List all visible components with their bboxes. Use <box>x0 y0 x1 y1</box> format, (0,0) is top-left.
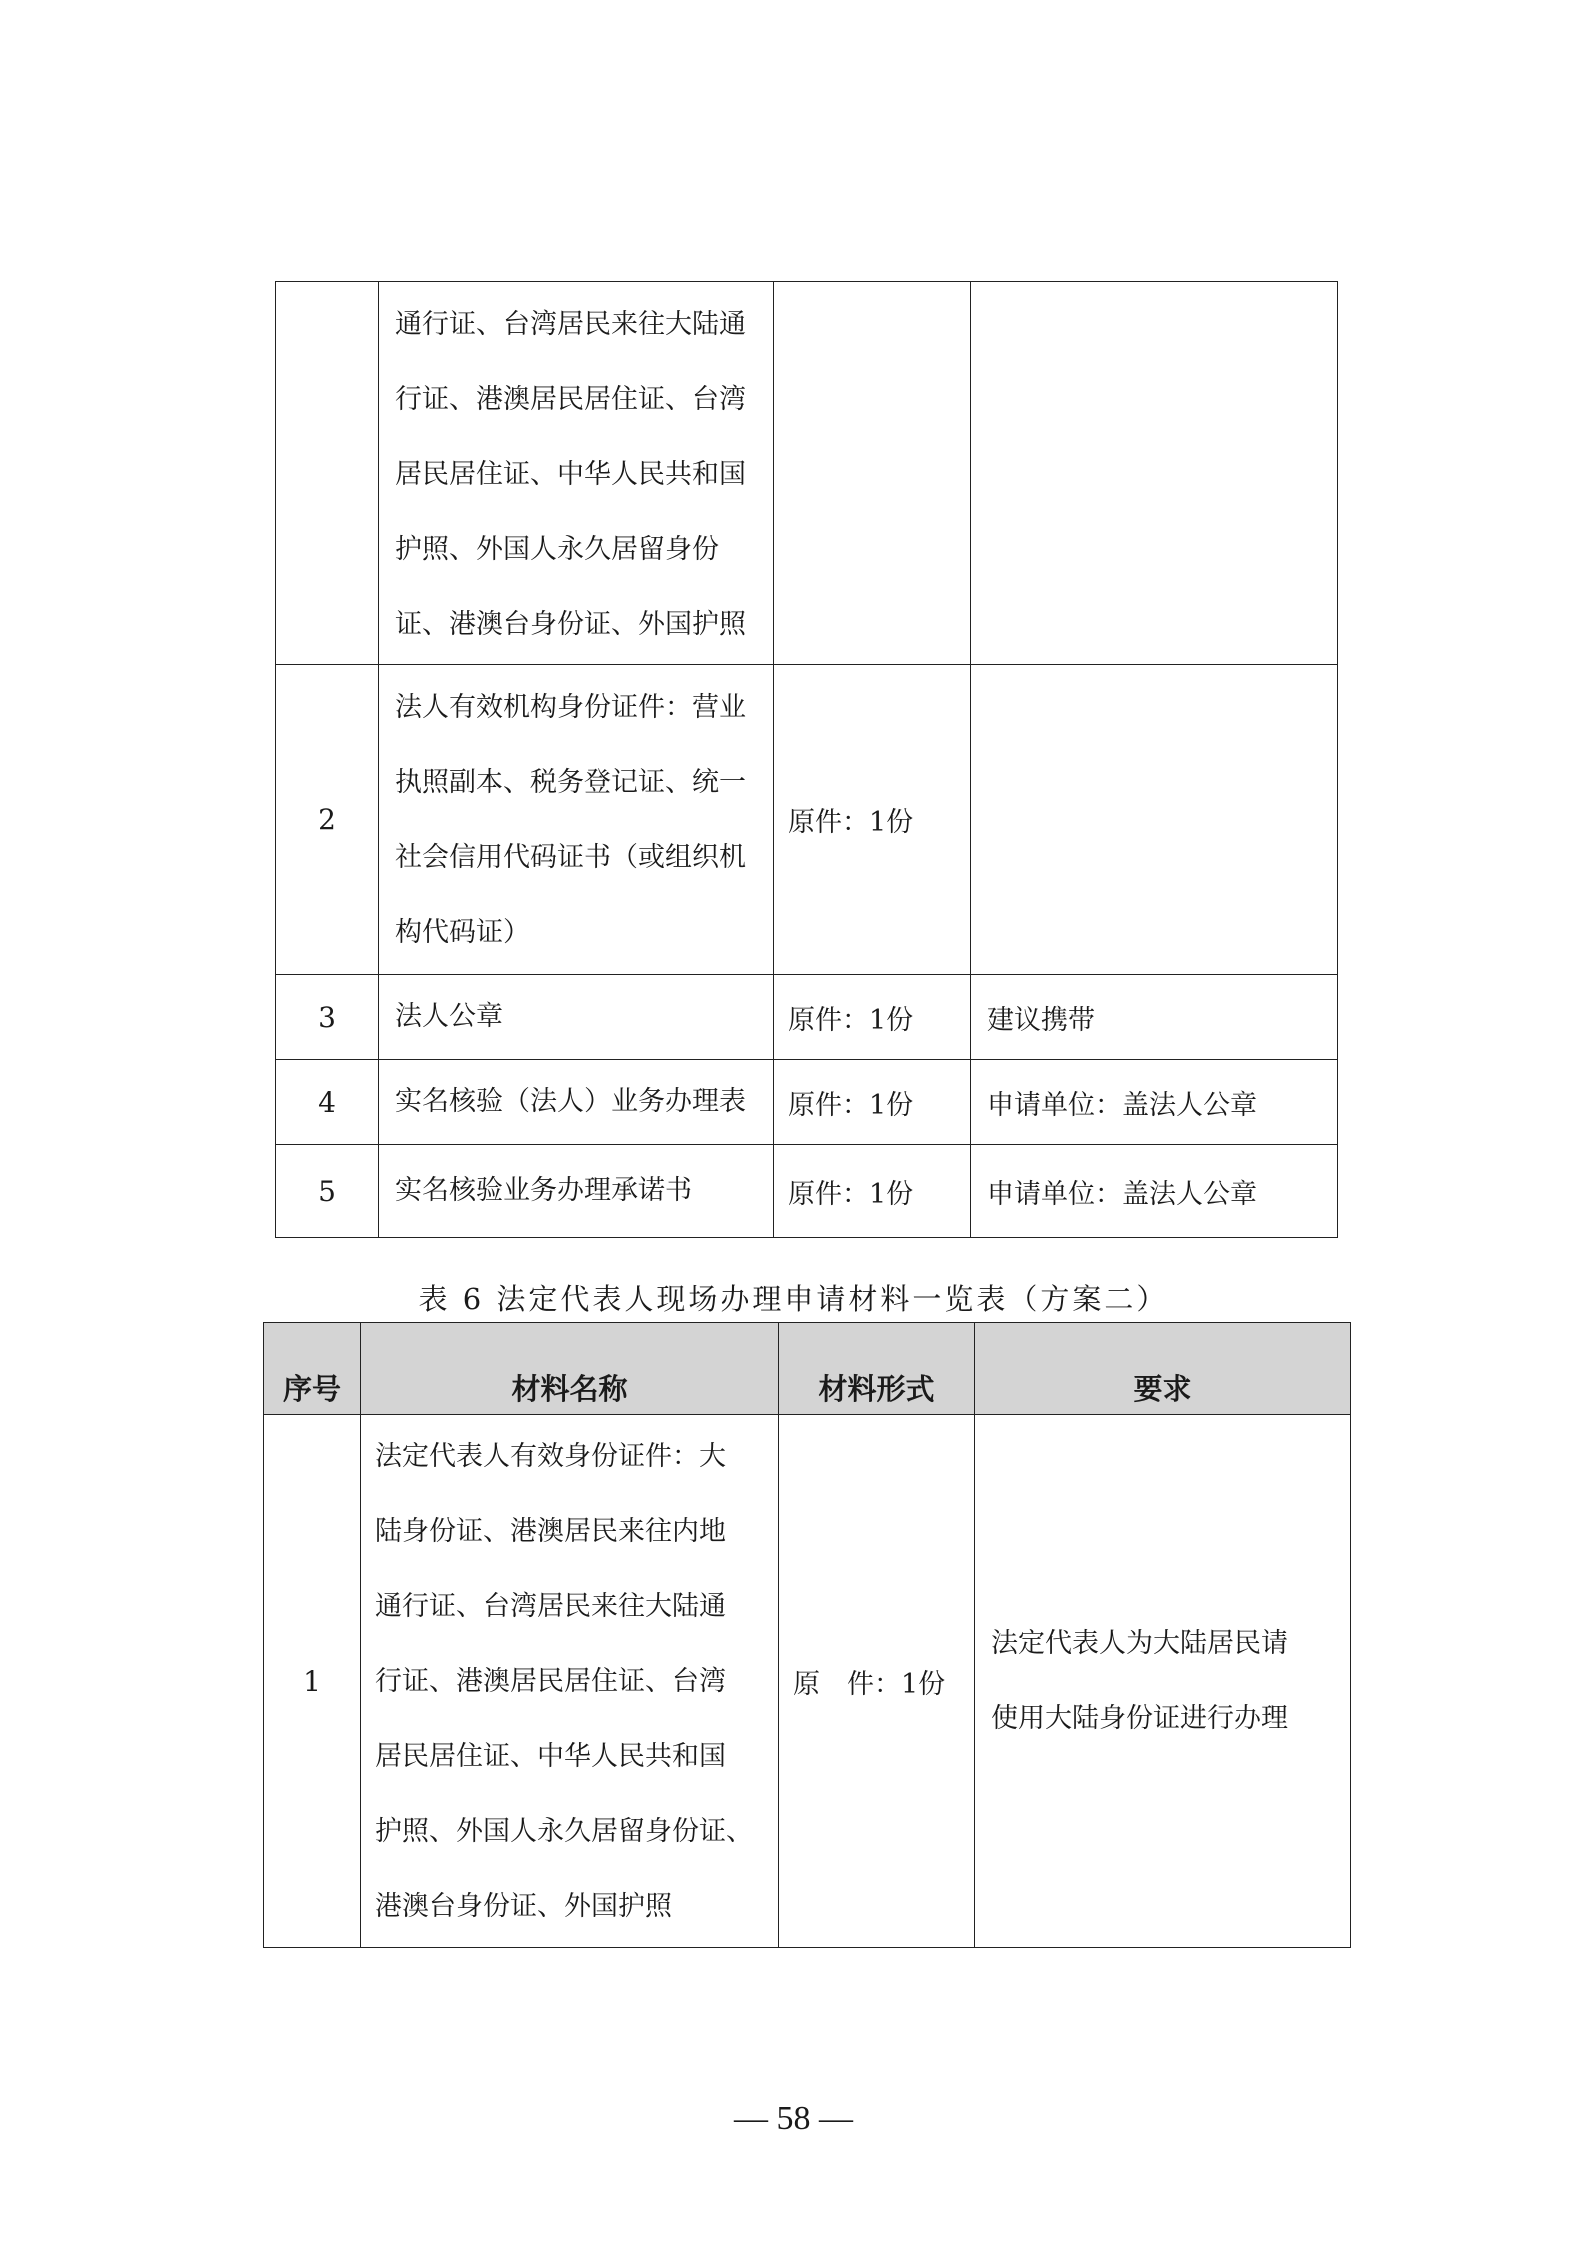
materials-table-continued <box>275 281 1338 1238</box>
material-name-line: 法人有效机构身份证件：营业 <box>395 691 746 723</box>
material-name-line: 港澳台身份证、外国护照 <box>375 1890 672 1922</box>
material-form: 原件：1份 <box>774 665 971 975</box>
materials-table <box>263 1322 1351 1948</box>
row-number: 4 <box>276 1060 379 1145</box>
header-requirement: 要求 <box>975 1323 1351 1415</box>
material-name-line: 行证、港澳居民居住证、台湾 <box>375 1665 726 1697</box>
material-form: 原 件：1份 <box>779 1415 975 1948</box>
material-name <box>379 282 774 665</box>
material-form: 原件：1份 <box>774 1060 971 1145</box>
material-requirement <box>971 665 1338 975</box>
requirement-line: 法定代表人为大陆居民请 <box>991 1628 1288 1659</box>
page-number: — 58 — <box>734 2100 853 2137</box>
material-name-line: 行证、港澳居民居住证、台湾 <box>395 384 746 415</box>
row-number: 2 <box>276 665 379 975</box>
material-name <box>379 1145 774 1238</box>
material-name-line: 通行证、台湾居民来往大陆通 <box>395 309 746 340</box>
row-number: 3 <box>276 975 379 1060</box>
material-name <box>361 1415 779 1948</box>
table-row <box>276 1060 1338 1145</box>
table-row <box>264 1415 1351 1948</box>
header-material-form: 材料形式 <box>779 1323 975 1415</box>
material-name <box>379 975 774 1060</box>
material-form: 原件：1份 <box>774 1145 971 1238</box>
material-name-line: 执照副本、税务登记证、统一 <box>395 766 746 798</box>
material-name-line: 实名核验业务办理承诺书 <box>395 1175 692 1206</box>
material-name-line: 护照、外国人永久居留身份证、 <box>375 1815 753 1847</box>
material-name <box>379 1060 774 1145</box>
material-name-line: 法人公章 <box>395 1001 503 1032</box>
material-requirement: 建议携带 <box>971 975 1338 1060</box>
table-caption: 表 6 法定代表人现场办理申请材料一览表（方案二） <box>418 1282 1169 1316</box>
material-form: 原件：1份 <box>774 975 971 1060</box>
table-header-row <box>264 1323 1351 1415</box>
material-name <box>379 665 774 975</box>
row-number <box>276 282 379 665</box>
material-form <box>774 282 971 665</box>
header-number: 序号 <box>264 1323 361 1415</box>
material-name-line: 陆身份证、港澳居民来往内地 <box>375 1515 726 1547</box>
material-requirement: 申请单位：盖法人公章 <box>971 1145 1338 1238</box>
material-name-line: 构代码证） <box>395 916 530 948</box>
table-row <box>276 282 1338 665</box>
table-row <box>276 975 1338 1060</box>
material-requirement <box>971 282 1338 665</box>
material-name-line: 通行证、台湾居民来往大陆通 <box>375 1590 726 1622</box>
material-name-line: 护照、外国人永久居留身份 <box>395 534 719 565</box>
table-row <box>276 1145 1338 1238</box>
material-requirement: 申请单位：盖法人公章 <box>971 1060 1338 1145</box>
header-material-name: 材料名称 <box>361 1323 779 1415</box>
material-requirement <box>975 1415 1351 1948</box>
material-name-line: 居民居住证、中华人民共和国 <box>395 459 746 490</box>
row-number: 5 <box>276 1145 379 1238</box>
row-number: 1 <box>264 1415 361 1948</box>
material-name-line: 实名核验（法人）业务办理表 <box>395 1086 746 1117</box>
material-name-line: 社会信用代码证书（或组织机 <box>395 841 746 873</box>
material-name-line: 居民居住证、中华人民共和国 <box>375 1740 726 1772</box>
requirement-line: 使用大陆身份证进行办理 <box>991 1703 1288 1734</box>
table-row <box>276 665 1338 975</box>
material-name-line: 法定代表人有效身份证件：大 <box>375 1440 726 1472</box>
material-name-line: 证、港澳台身份证、外国护照 <box>395 609 746 640</box>
